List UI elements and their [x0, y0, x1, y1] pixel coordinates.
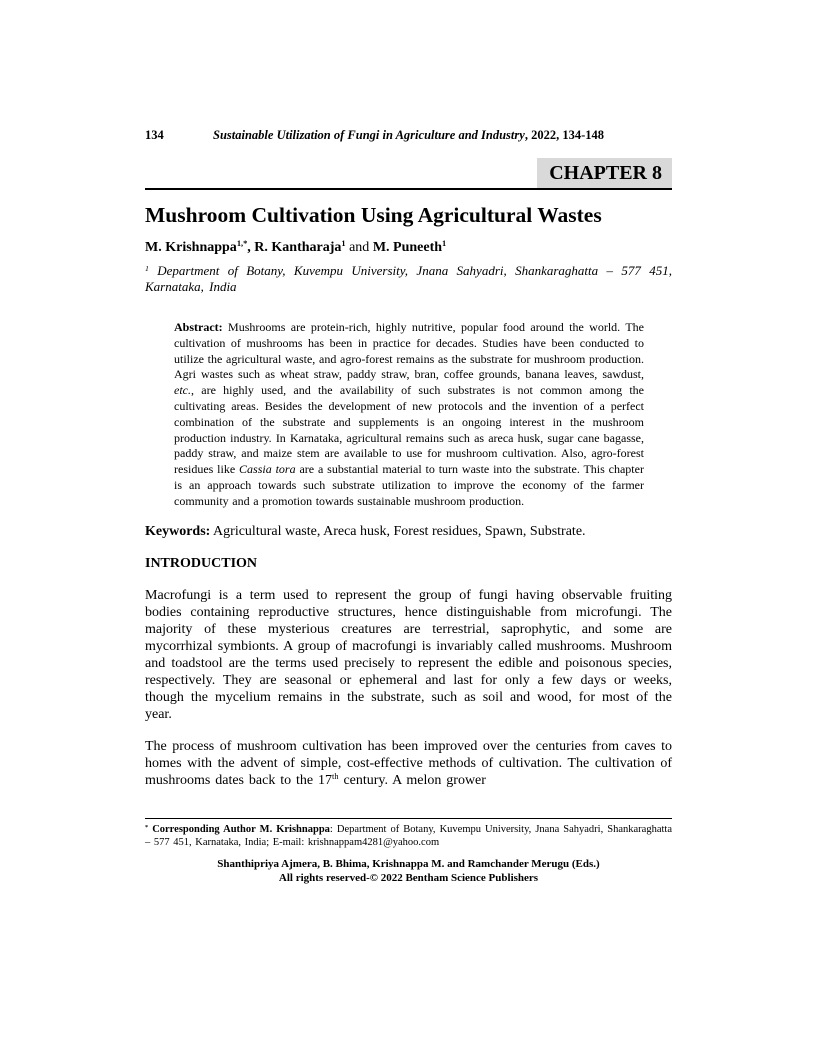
abstract: Abstract: Mushrooms are protein-rich, highly nutritive, popular food around the world. The cultivation of mushrooms has been in practice for decades. Studies have been conducted to utilize the agricultural waste, and agro-forest remains as the substrate for mushroom production. Agri wastes such as wheat straw, paddy straw, bran, coffee grounds, banana leaves, sawdust, etc., are highly used, and the availability of such substrates is not common among the cultivating areas. Besides the development of new protocols and the invention of a perfect combination of the substrate and supplements is an ongoing interest in the mushroom production industry. In Karnataka, agricultural remains such as areca husk, sugar cane bagasse, paddy straw, and maize stem are available to use for mushroom cultivation. Also, agro-forest residues like Cassia tora are a substantial material to turn waste into the substrate. This chapter is an approach towards such substrate utilization to improve the economy of the farmer community and a promotion towards sustainable mushroom production.: [174, 320, 644, 508]
intro-paragraph-2: The process of mushroom cultivation has been improved over the centuries from caves to homes with the advent of simple, cost-effective methods of cultivation. The cultivation of mushrooms dates back to the 17th century. A melon grower: [145, 738, 672, 788]
running-head-title: Sustainable Utilization of Fungi in Agriculture and Industry, 2022, 134-148: [213, 128, 604, 142]
rights-line: All rights reserved-© 2022 Bentham Science Publishers: [278, 871, 539, 884]
footnote-divider: [145, 818, 672, 819]
page-footer: [145, 818, 672, 885]
article-title: Mushroom Cultivation Using Agricultural Wastes: [145, 203, 602, 227]
editors-line: Shanthipriya Ajmera, B. Bhima, Krishnappa M. and Ramchander Merugu (Eds.): [217, 858, 600, 870]
publisher-imprint: [145, 858, 672, 885]
affiliation: $^1$ Department of Botany, Kuvempu University, Jnana Sahyadri, Shankaraghatta – 577 451, Karnataka, India: [145, 263, 672, 294]
page-number: 134: [145, 128, 164, 142]
chapter-banner: [145, 158, 672, 190]
corresponding-author-footnote: * Corresponding Author M. Krishnappa: Department of Botany, Kuvempu University, Jnana Sahyadri, Shankaraghatta – 577 451, Karnataka, India; E-mail: krishnappam4281@yahoo.com: [145, 823, 672, 848]
section-heading-introduction: INTRODUCTION: [145, 555, 258, 571]
authors-line: M. Krishnappa$^{1,*}$, R. Kantharaja$^1$ and M. Puneeth$^1$: [145, 239, 447, 255]
chapter-label: CHAPTER 8: [537, 158, 672, 188]
intro-paragraph-1: Macrofungi is a term used to represent the group of fungi having observable fruiting bodies containing reproductive structures, hence distinguishable from microfungi. The majority of these mysterious creatures are terrestrial, saprophytic, and some are mycorrhizal symbionts. A group of macrofungi is invariably called mushrooms. Mushroom and toadstool are the terms used precisely to represent the edible and poisonous species, respectively. They are seasonal or ephemeral and last for only a few days or weeks, though the mycelium remains in the substrate, such as soil and wood, for most of the year.: [145, 587, 672, 722]
keywords-line: Keywords: Agricultural waste, Areca husk, Forest residues, Spawn, Substrate.: [145, 523, 586, 539]
running-head: [145, 127, 672, 143]
page-content: [145, 127, 672, 789]
